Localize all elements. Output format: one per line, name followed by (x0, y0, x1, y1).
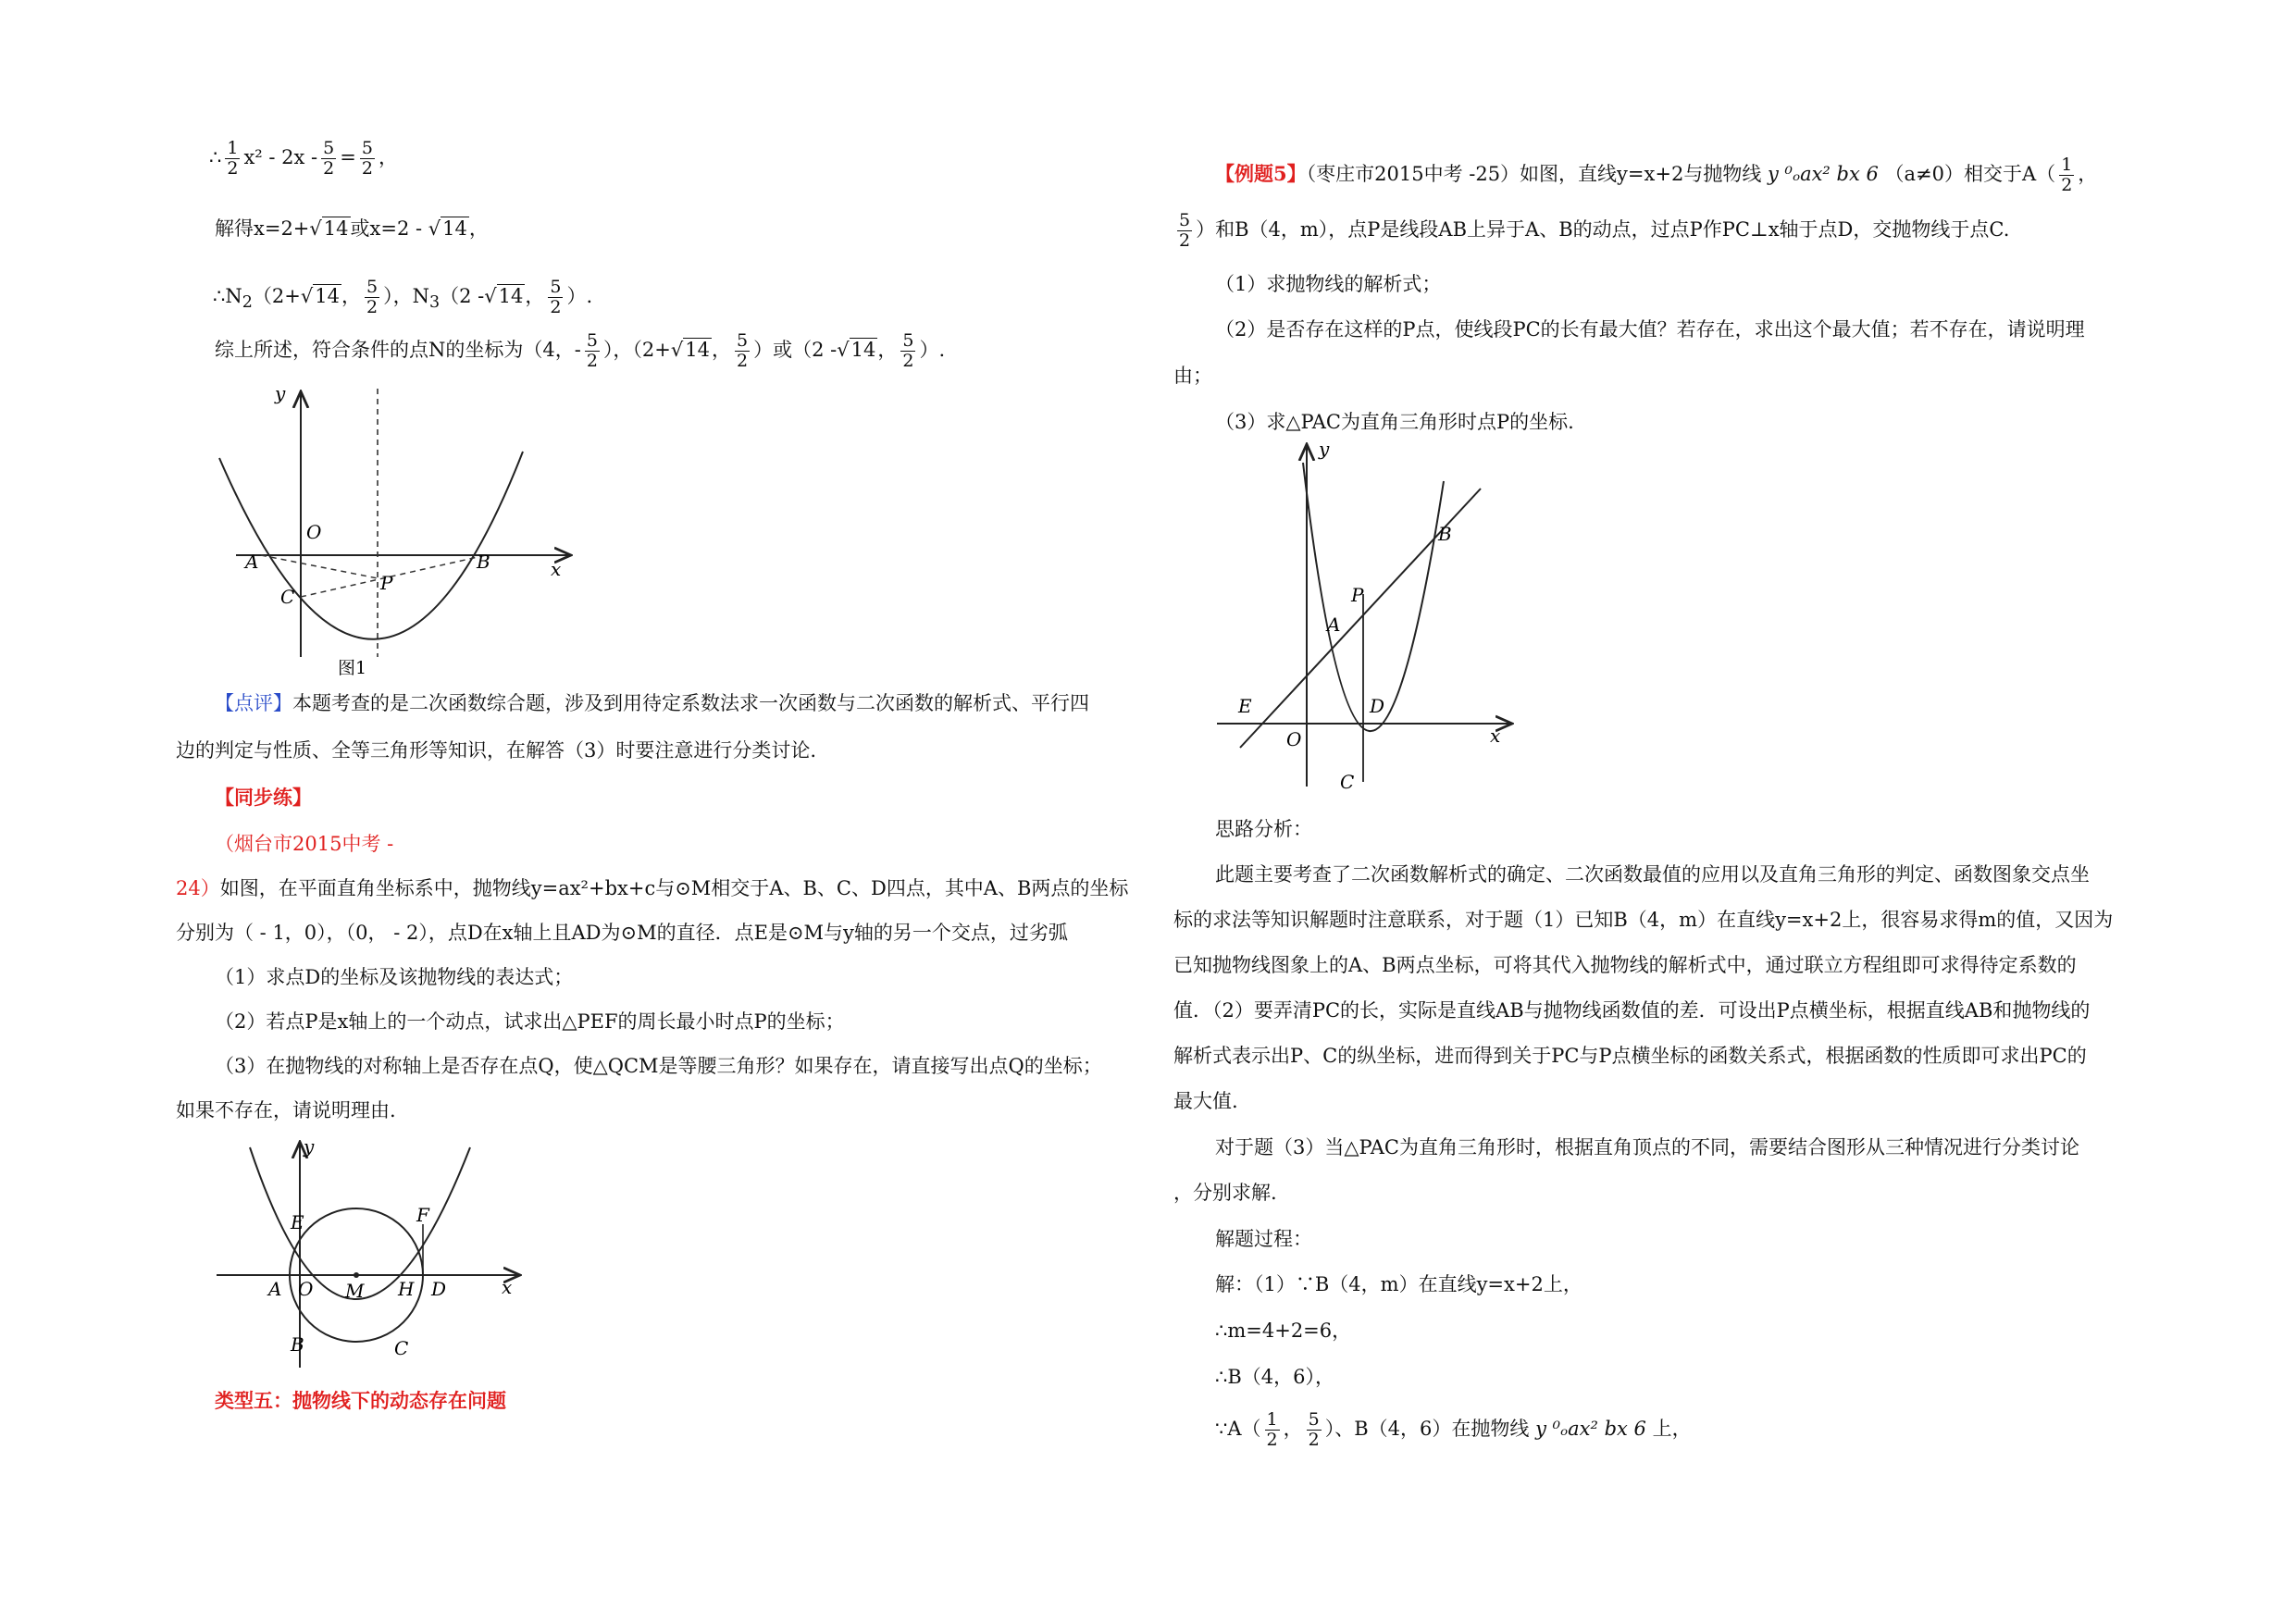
analysis-p6: 最大值. (1173, 1090, 1238, 1112)
analysis-p4: 值．（2）要弄清PC的长，实际是直线AB与抛物线函数值的差．可设出P点横坐标，根据直线AB和抛物线的 (1173, 999, 2091, 1022)
fig2-O-label: O (298, 1278, 314, 1300)
fig1-B-label: B (477, 551, 490, 573)
solution-title: 解题过程： (1215, 1228, 1312, 1250)
fraction: $\frac{1}{2}$ (1266, 1409, 1278, 1450)
fig3-x-label: x (1490, 725, 1501, 747)
example-line-1: 【例题5】（枣庄市2015中考 -25）如图，直线y=x+2与抛物线 y ⁰ₒax² bx 6 （a≠0）相交于A（ $\frac{1}{2}$ ， (1215, 155, 2098, 195)
fig1-caption: 图1 (338, 658, 367, 678)
fig3-E-label: E (1238, 695, 1252, 717)
solution-s3: ∴B（4，6）， (1215, 1366, 1335, 1388)
sync-q3: （3）在抛物线的对称轴上是否存在点Q，使△QCM是等腰三角形？如果存在，请直接写出点Q的坐标； (215, 1055, 1102, 1077)
fraction: $\frac{5}{2}$ (323, 138, 335, 179)
figure-1-parabola (208, 379, 578, 685)
fig2-E-label: E (291, 1211, 304, 1233)
analysis-title: 思路分析： (1215, 818, 1312, 840)
example-q2b: 由； (1173, 365, 1212, 387)
fraction: $\frac{1}{2}$ (2061, 155, 2073, 195)
fig2-y-label: y (304, 1136, 315, 1158)
solution-s4: ∵A（ $\frac{1}{2}$ ， $\frac{5}{2}$ ）、B（4，6）在抛物线 y ⁰ₒax² bx 6 上， (1215, 1409, 1692, 1450)
example-q1: （1）求抛物线的解析式； (1215, 273, 1442, 295)
analysis-p2: 标的求法等知识解题时注意联系，对于题（1）已知B（4，m）在直线y=x+2上，很容易求得m的值，又因为 (1173, 909, 2114, 931)
type5-heading: 类型五：抛物线下的动态存在问题 (215, 1389, 506, 1412)
fig3-D-label: D (1370, 695, 1385, 717)
fraction: $\frac{5}{2}$ (550, 277, 562, 317)
fig1-y-label: y (275, 382, 286, 404)
fraction: $\frac{5}{2}$ (737, 330, 749, 371)
analysis-p8: ，分别求解. (1173, 1182, 1277, 1204)
fig2-H-label: H (398, 1278, 415, 1300)
sync-q2: （2）若点P是x轴上的一个动点，试求出△PEF的周长最小时点P的坐标； (215, 1010, 845, 1033)
sync-title: 【同步练】 (215, 786, 312, 809)
comment-line-1: 【点评】本题考查的是二次函数综合题，涉及到用待定系数法求一次函数与二次函数的解析式、平行四 (215, 692, 1089, 714)
fraction: $\frac{5}{2}$ (902, 330, 914, 371)
fig3-C-label: C (1340, 771, 1355, 793)
figure-3-line-parabola (1212, 435, 1518, 805)
solution-s1: 解：（1）∵B（4，m）在直线y=x+2上， (1215, 1273, 1582, 1295)
fig2-F-label: F (416, 1204, 429, 1226)
sync-q1: （1）求点D的坐标及该抛物线的表达式； (215, 966, 574, 988)
example-q2: （2）是否存在这样的P点，使线段PC的长有最大值？若存在，求出这个最大值；若不存在，请说明理 (1215, 318, 2085, 341)
analysis-p1: 此题主要考查了二次函数解析式的确定、二次函数最值的应用以及直角三角形的判定、函数图象交点坐 (1215, 863, 2090, 886)
fig2-C-label: C (394, 1337, 409, 1359)
analysis-p7: 对于题（3）当△PAC为直角三角形时，根据直角顶点的不同，需要结合图形从三种情况进行分类讨论 (1215, 1136, 2079, 1158)
example-line-2: $\frac{5}{2}$ ）和B（4，m），点P是线段AB上异于A、B的动点，过点P作PC⊥x轴于点D，交抛物线于点C. (1179, 210, 2010, 251)
fig2-D-label: D (431, 1278, 447, 1300)
fraction: $\frac{5}{2}$ (366, 277, 379, 317)
fig3-O-label: O (1286, 728, 1302, 750)
solve-line: 解得x=2+√14或x=2 - √14， (215, 217, 489, 240)
analysis-p5: 解析式表示出P、C的纵坐标，进而得到关于PC与P点横坐标的函数关系式，根据函数的性质即可求出PC的 (1173, 1045, 2087, 1067)
fig2-M-label: M (345, 1280, 365, 1302)
fig1-A-label: A (245, 551, 259, 573)
fig2-B-label: B (291, 1333, 304, 1356)
eq-line-1: ∴ $\frac{1}{2}$ x² - 2x - $\frac{5}{2}$ = $\frac{5}{2}$ ， (209, 138, 398, 179)
fraction: $\frac{5}{2}$ (1179, 210, 1191, 251)
solution-s2: ∴m=4+2=6， (1215, 1319, 1352, 1342)
fig1-C-label: C (280, 586, 295, 608)
fraction: $\frac{1}{2}$ (227, 138, 239, 179)
analysis-p3: 已知抛物线图象上的A、B两点坐标，可将其代入抛物线的解析式中，通过联立方程组即可求得待定系数的 (1173, 954, 2077, 976)
sync-source-1: （烟台市2015中考 - (215, 833, 394, 855)
sync-q3b: 如果不存在，请说明理由. (176, 1099, 396, 1121)
example-q3: （3）求△PAC为直角三角形时点P的坐标. (1215, 411, 1574, 433)
n-points-line: $\therefore N_2(2+√14$， $\frac{5}{2}$ ），$N_3(2$ -√14， $\frac{5}{2}$ ）. (213, 277, 593, 317)
fig1-x-label: x (551, 558, 562, 580)
sync-text-1: 24）如图，在平面直角坐标系中，抛物线y=ax²+bx+c与⊙M相交于A、B、C、D四点，其中A、B两点的坐标 (176, 877, 1129, 899)
fraction: $\frac{5}{2}$ (361, 138, 373, 179)
fraction: $\frac{5}{2}$ (586, 330, 598, 371)
summary-line: 综上所述，符合条件的点N的坐标为（4，- $\frac{5}{2}$ ），（2+√14， $\frac{5}{2}$ ）或（2 -√14， $\frac{5}{2}$ ）. (215, 330, 946, 371)
comment-line-2: 边的判定与性质、全等三角形等知识，在解答（3）时要注意进行分类讨论. (176, 739, 817, 762)
fig3-A-label: A (1327, 613, 1341, 636)
fig3-P-label: P (1351, 584, 1364, 606)
fig1-O-label: O (306, 521, 322, 543)
fig1-P-label: P (380, 572, 393, 594)
fig2-x-label: x (502, 1276, 513, 1298)
sync-text-2: 分别为（ - 1，0），（0， - 2），点D在x轴上且AD为⊙M的直径．点E是⊙M与y轴的另一个交点，过劣弧 (176, 922, 1068, 944)
figure-2-circle-parabola (213, 1136, 527, 1377)
comment-tag: 【点评】 (215, 692, 292, 714)
fig3-B-label: B (1438, 523, 1452, 545)
fig2-A-label: A (268, 1278, 282, 1300)
example-tag: 【例题5】 (1215, 162, 1307, 185)
fraction: $\frac{5}{2}$ (1308, 1409, 1320, 1450)
fig3-y-label: y (1319, 438, 1330, 460)
